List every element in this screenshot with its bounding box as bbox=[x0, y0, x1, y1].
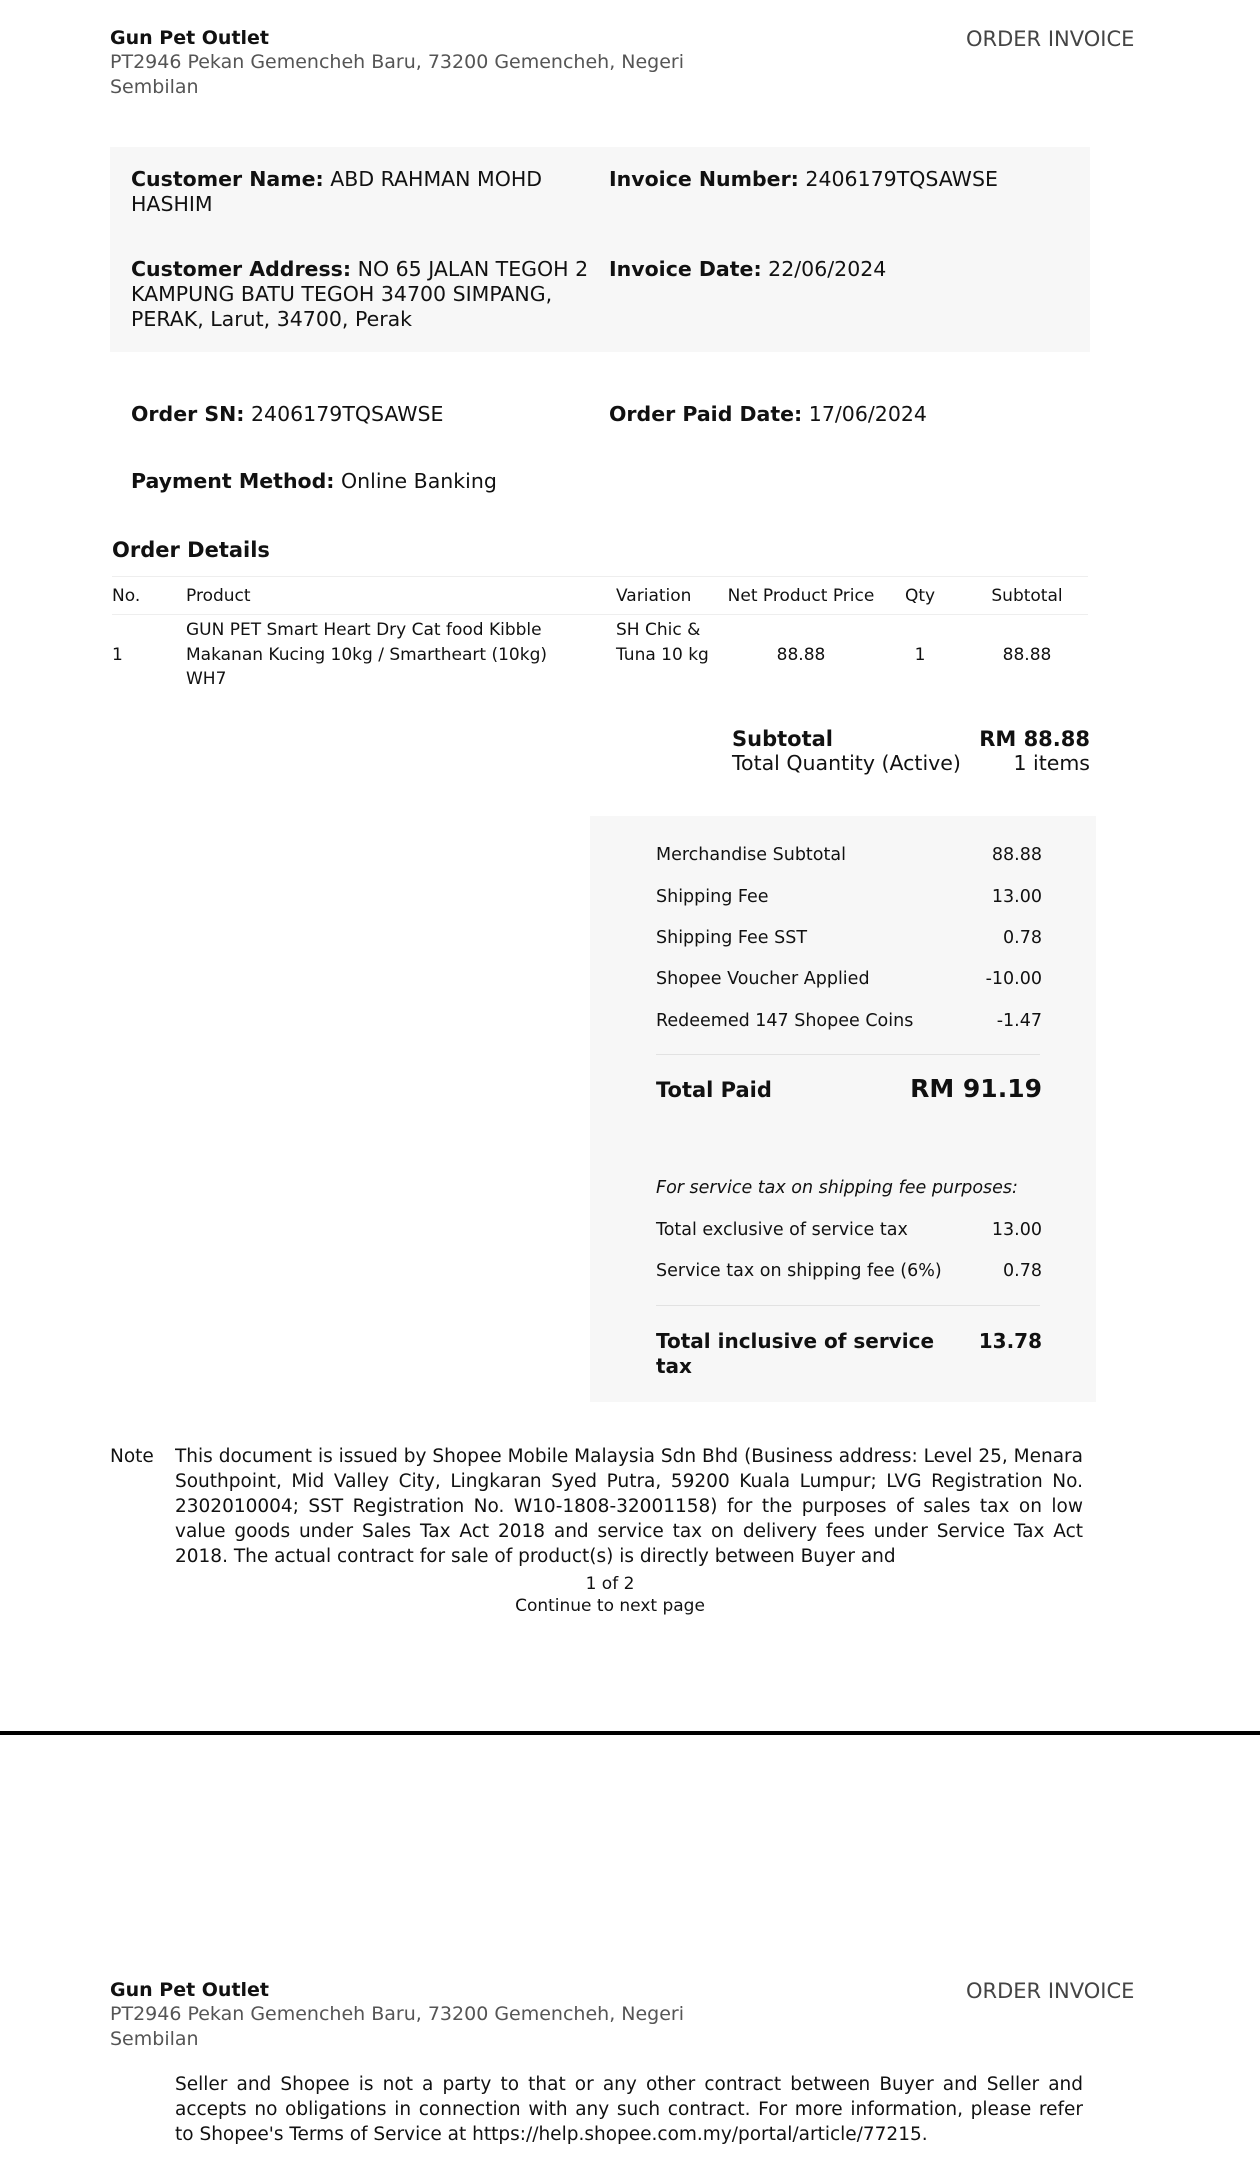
shop-name: Gun Pet Outlet bbox=[110, 27, 270, 49]
order-sn-value: 2406179TQSAWSE bbox=[251, 402, 444, 426]
page-break-line bbox=[0, 1731, 1260, 1735]
total-inclusive-value: 13.78 bbox=[978, 1329, 1042, 1353]
col-header-no: No. bbox=[112, 586, 141, 606]
col-header-qty: Qty bbox=[904, 586, 936, 606]
summary-divider-2 bbox=[656, 1305, 1040, 1306]
total-quantity-value: 1 items bbox=[1013, 751, 1090, 775]
invoice-number-value: 2406179TQSAWSE bbox=[805, 167, 998, 191]
shipping-fee-sst-value: 0.78 bbox=[1003, 928, 1042, 948]
coins-label: Redeemed 147 Shopee Coins bbox=[656, 1011, 914, 1031]
note-text: This document is issued by Shopee Mobile Malaysia Sdn Bhd (Business address: Level 25, Menara Southpoint, Mid Valley City, Lingkaran Syed Putra, 59200 Kuala Lumpur; LVG Registration No. 2302010004; SST Registration No. W10-1808-32001158) for the purposes of sales tax on low value goods under Sales Tax Act 2018 and service tax on delivery fees under Service Tax Act 2018. The actual contract for sale of product(s) is directly between Buyer and bbox=[175, 1446, 1083, 1567]
continue-text: Continue to next page bbox=[515, 1596, 705, 1616]
note-continued-text: Seller and Shopee is not a party to that or any other contract between Buyer and Seller and accepts no obligations in connection with any such contract. For more information, please refer to Shopee's Terms of Service at https://help.shopee.com.my/portal/article/77215. bbox=[175, 2074, 1083, 2145]
invoice-number bbox=[609, 167, 1079, 192]
customer-address bbox=[131, 257, 591, 332]
total-paid-value: RM 91.19 bbox=[910, 1074, 1042, 1103]
summary-divider bbox=[656, 1054, 1040, 1055]
service-tax-label: Service tax on shipping fee (6%) bbox=[656, 1261, 942, 1281]
invoice-date bbox=[609, 257, 1079, 282]
page-number: 1 of 2 bbox=[585, 1574, 635, 1594]
subtotal-value: RM 88.88 bbox=[979, 727, 1090, 751]
table-top-divider bbox=[112, 576, 1088, 577]
customer-name-value: ABD RAHMAN MOHD HASHIM bbox=[131, 167, 543, 216]
row-no: 1 bbox=[112, 645, 123, 665]
service-tax-note: For service tax on shipping fee purposes: bbox=[656, 1178, 1018, 1198]
merchandise-subtotal-value: 88.88 bbox=[991, 845, 1042, 865]
shop-address: PT2946 Pekan Gemencheh Baru, 73200 Gemencheh, Negeri Sembilan bbox=[110, 51, 685, 98]
total-exclusive-value: 13.00 bbox=[991, 1220, 1042, 1240]
payment-method bbox=[131, 469, 497, 494]
row-variation: SH Chic & Tuna 10 kg bbox=[616, 620, 709, 665]
total-inclusive-label: Total inclusive of service tax bbox=[656, 1329, 935, 1378]
customer-address-value: NO 65 JALAN TEGOH 2 KAMPUNG BATU TEGOH 34700 SIMPANG, PERAK, Larut, 34700, Perak bbox=[131, 257, 589, 331]
order-sn-label: Order SN: bbox=[131, 402, 245, 426]
note-label: Note bbox=[110, 1446, 154, 1467]
invoice-date-label: Invoice Date: bbox=[609, 257, 762, 281]
shop-name: Gun Pet Outlet bbox=[110, 1979, 270, 2001]
service-tax-value: 0.78 bbox=[1003, 1261, 1042, 1281]
merchandise-subtotal-label: Merchandise Subtotal bbox=[656, 845, 846, 865]
shop-address: PT2946 Pekan Gemencheh Baru, 73200 Gemencheh, Negeri Sembilan bbox=[110, 2003, 685, 2050]
customer-name bbox=[131, 167, 591, 217]
col-header-variation: Variation bbox=[616, 586, 692, 606]
total-exclusive-label: Total exclusive of service tax bbox=[656, 1220, 908, 1240]
total-paid-label: Total Paid bbox=[656, 1078, 772, 1102]
shipping-fee-label: Shipping Fee bbox=[656, 887, 769, 907]
coins-value: -1.47 bbox=[996, 1011, 1042, 1031]
document-title: ORDER INVOICE bbox=[966, 27, 1135, 51]
total-quantity-label: Total Quantity (Active) bbox=[732, 751, 961, 775]
shipping-fee-value: 13.00 bbox=[991, 887, 1042, 907]
order-details-title: Order Details bbox=[112, 538, 270, 562]
voucher-label: Shopee Voucher Applied bbox=[656, 969, 870, 989]
payment-method-value: Online Banking bbox=[341, 469, 497, 493]
subtotal-label: Subtotal bbox=[732, 727, 833, 751]
row-qty: 1 bbox=[914, 645, 926, 665]
row-product: GUN PET Smart Heart Dry Cat food Kibble Makanan Kucing 10kg / Smartheart (10kg) WH7 bbox=[186, 620, 548, 689]
row-net-price: 88.88 bbox=[776, 645, 826, 665]
customer-name-label: Customer Name: bbox=[131, 167, 324, 191]
table-header-divider bbox=[112, 614, 1088, 615]
col-header-subtotal: Subtotal bbox=[991, 586, 1063, 606]
row-subtotal: 88.88 bbox=[1002, 645, 1052, 665]
document-title: ORDER INVOICE bbox=[966, 1979, 1135, 2003]
shipping-fee-sst-label: Shipping Fee SST bbox=[656, 928, 808, 948]
order-paid-date-value: 17/06/2024 bbox=[808, 402, 927, 426]
order-sn bbox=[131, 402, 444, 427]
customer-address-label: Customer Address: bbox=[131, 257, 352, 281]
col-header-product: Product bbox=[186, 586, 251, 606]
payment-method-label: Payment Method: bbox=[131, 469, 335, 493]
col-header-net-price: Net Product Price bbox=[727, 586, 875, 606]
invoice-date-value: 22/06/2024 bbox=[768, 257, 887, 281]
invoice-number-label: Invoice Number: bbox=[609, 167, 799, 191]
order-paid-date bbox=[609, 402, 927, 427]
voucher-value: -10.00 bbox=[985, 969, 1042, 989]
order-paid-date-label: Order Paid Date: bbox=[609, 402, 803, 426]
